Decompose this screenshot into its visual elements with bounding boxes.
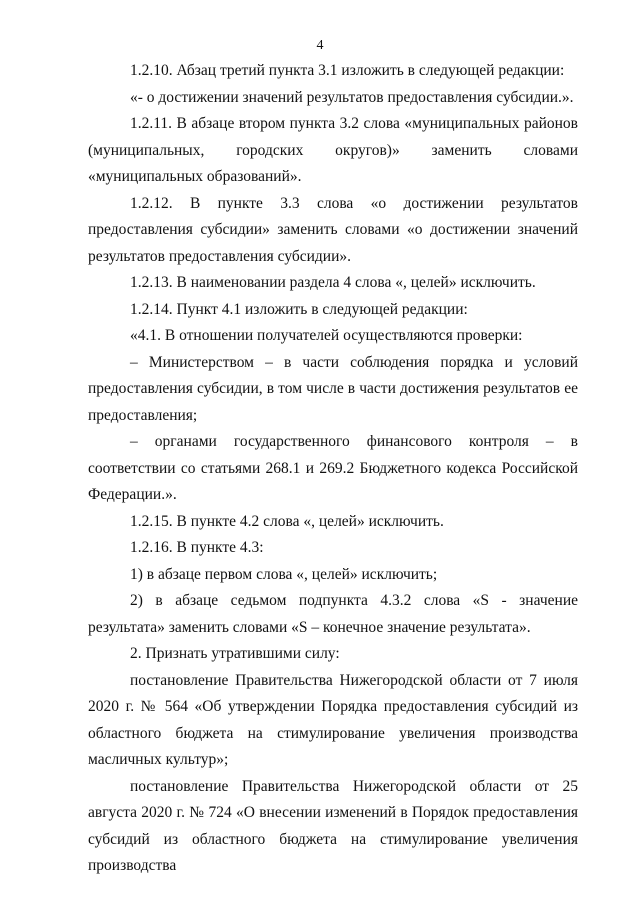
paragraph: постановление Правительства Нижегородской области от 7 июля 2020 г. № 564 «Об утверждении Порядка предоставления субсидий из областного бюджета на стимулирование увеличения производства масличных культур»; bbox=[88, 671, 578, 768]
paragraph: 1.2.11. В абзаце втором пункта 3.2 слова «муниципальных районов (муниципальных, городских округов)» заменить словами «муниципальных образований». bbox=[88, 115, 578, 185]
paragraph: 2) в абзаце седьмом подпункта 4.3.2 слова «S - значение результата» заменить словами «S – конечное значение результата». bbox=[88, 592, 578, 636]
paragraph: 1) в абзаце первом слова «, целей» исключить; bbox=[130, 565, 438, 583]
document-body bbox=[88, 58, 578, 880]
paragraph: 1.2.15. В пункте 4.2 слова «, целей» исключить. bbox=[130, 512, 444, 530]
page-number: 4 bbox=[316, 38, 324, 53]
paragraph: 1.2.13. В наименовании раздела 4 слова «, целей» исключить. bbox=[130, 274, 536, 291]
paragraph: постановление Правительства Нижегородской области от 25 августа 2020 г. № 724 «О внесении изменений в Порядок предоставления субсидий из областного бюджета на стимулирование увеличения производства bbox=[88, 777, 578, 874]
paragraph: «- о достижении значений результатов предоставления субсидии.». bbox=[130, 88, 574, 106]
paragraph: «4.1. В отношении получателей осуществляются проверки: bbox=[130, 327, 523, 344]
paragraph: – Министерством – в части соблюдения порядка и условий предоставления субсидии, в том числе в части достижения результатов ее предоставления; bbox=[88, 353, 578, 424]
paragraph: 2. Признать утратившими силу: bbox=[130, 645, 340, 662]
paragraph: 1.2.10. Абзац третий пункта 3.1 изложить в следующей редакции: bbox=[130, 62, 565, 79]
paragraph: 1.2.16. В пункте 4.3: bbox=[130, 539, 264, 556]
paragraph: 1.2.14. Пункт 4.1 изложить в следующей редакции: bbox=[130, 300, 468, 318]
paragraph: 1.2.12. В пункте 3.3 слова «о достижении результатов предоставления субсидии» заменить словами «о достижении значений результатов предоставления субсидии». bbox=[88, 194, 578, 265]
paragraph: – органами государственного финансового контроля – в соответствии со статьями 268.1 и 269.2 Бюджетного кодекса Российской Федерации.». bbox=[88, 433, 578, 503]
